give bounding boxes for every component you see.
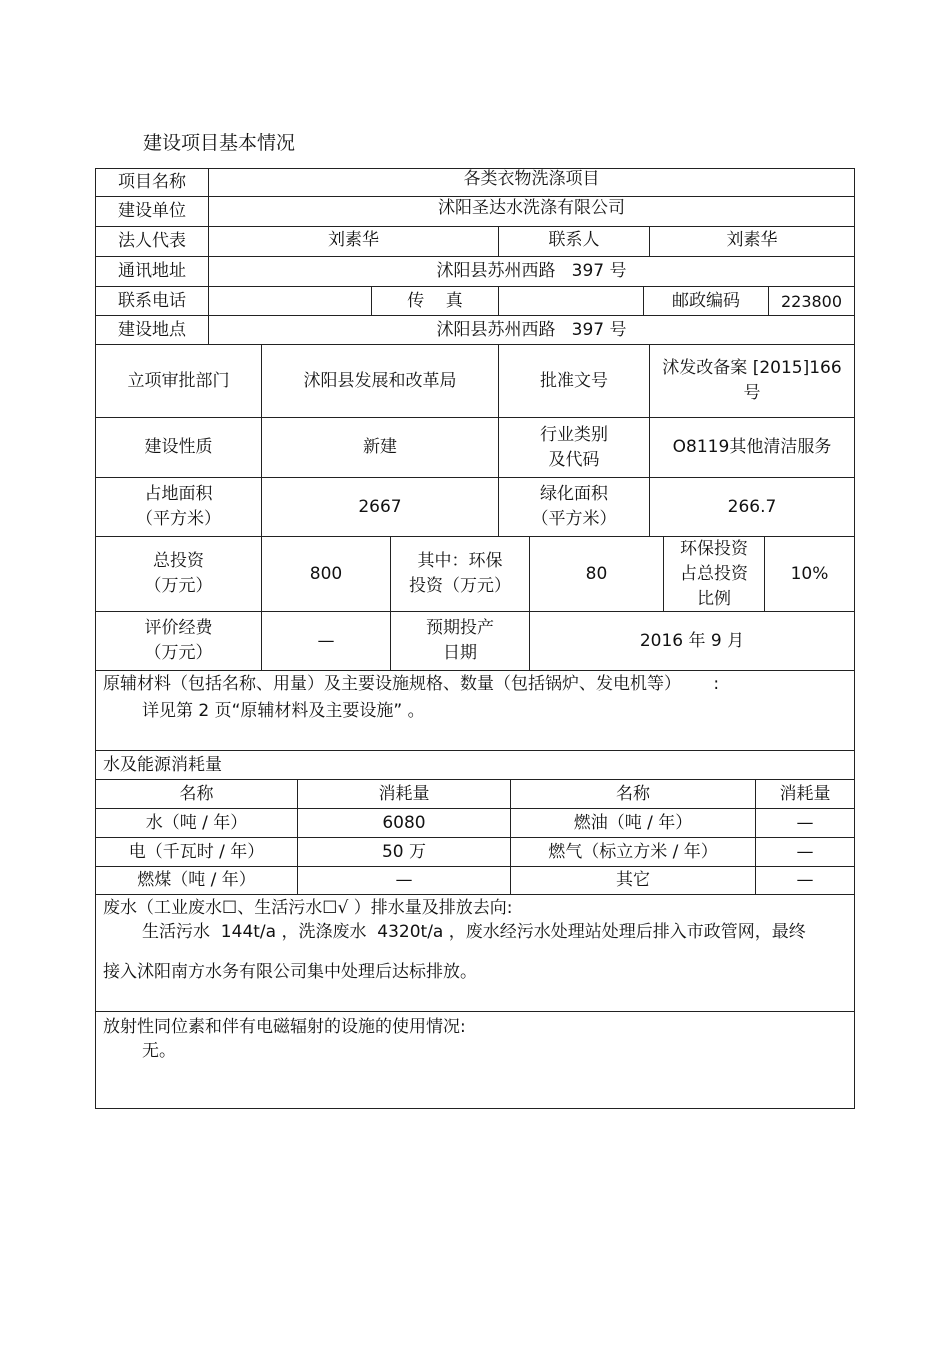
- postcode-value: 223800: [780, 291, 843, 311]
- nature-label: 建设性质: [144, 437, 213, 457]
- row-divider: [95, 1011, 855, 1012]
- energy-row-name: 燃煤（吨 / 年）: [137, 870, 256, 890]
- row-divider: [95, 670, 855, 671]
- area-value: 2667: [358, 496, 402, 517]
- project-name-value: 各类衣物洗涤项目: [463, 168, 600, 189]
- industry-value: O8119其他清洁服务: [672, 437, 832, 457]
- area-label: [96, 478, 261, 536]
- energy-row-value: —: [796, 841, 814, 862]
- env-invest-label: [391, 537, 529, 611]
- area-label-line: 占地面积: [144, 484, 213, 504]
- energy-row-name: 燃油（吨 / 年）: [573, 812, 693, 833]
- energy-row-value: —: [796, 870, 814, 890]
- green-label-line: 绿化面积: [540, 484, 608, 504]
- row-divider: [95, 894, 855, 895]
- energy-row-value: —: [395, 870, 413, 890]
- energy-row-name: 水（吨 / 年）: [145, 812, 248, 833]
- total-invest-value: 800: [309, 563, 343, 584]
- approval-doc-line: 号: [743, 383, 761, 403]
- energy-col-name: 名称: [616, 783, 650, 804]
- radiation-text: 无。: [142, 1041, 176, 1061]
- env-invest-value: 80: [585, 563, 608, 584]
- nature-value: 新建: [363, 437, 397, 457]
- approval-dept-value: 沭阳县发展和改革局: [303, 370, 457, 391]
- production-date-value: 2016 年 9 月: [639, 630, 745, 651]
- production-date-label-line: 日期: [443, 643, 477, 663]
- wastewater-line: 生活污水 144t/a ，洗涤废水 4320t/a ，废水经污水处理站处理后排入市政管网，最终: [142, 922, 806, 942]
- total-invest-label-line: 总投资: [153, 551, 204, 571]
- env-ratio-label: [664, 537, 764, 611]
- energy-row-value: —: [796, 812, 814, 833]
- builder-label: 建设单位: [118, 201, 186, 221]
- radiation-heading: 放射性同位素和伴有电磁辐射的设施的使用情况:: [103, 1017, 466, 1037]
- row-divider: [95, 750, 855, 751]
- env-ratio-label-line: 环保投资: [680, 538, 748, 559]
- total-invest-label: [96, 537, 261, 611]
- industry-label-line: 及代码: [548, 449, 600, 470]
- site-label: 建设地点: [118, 319, 186, 340]
- production-date-label: [391, 612, 529, 670]
- env-ratio-label-line: 比例: [697, 588, 731, 609]
- fee-label-line: （万元）: [144, 643, 213, 663]
- contact-label: 联系人: [548, 230, 600, 250]
- wastewater-line: 接入沭阳南方水务有限公司集中处理后达标排放。: [103, 962, 477, 982]
- energy-col-amount: 消耗量: [779, 783, 831, 804]
- env-ratio-label-line: 占总投资: [680, 563, 748, 584]
- project-name-label: 项目名称: [118, 171, 186, 192]
- fee-label: [96, 612, 261, 670]
- approval-doc-label: 批准文号: [540, 370, 608, 391]
- green-label-line: （平方米）: [531, 509, 617, 529]
- phone-label: 联系电话: [118, 290, 186, 311]
- address-value: 沭阳县苏州西路 397 号: [436, 261, 627, 281]
- total-invest-label-line: （万元）: [144, 576, 213, 596]
- green-value: 266.7: [727, 496, 777, 517]
- contact-value: 刘素华: [726, 230, 778, 250]
- approval-doc-value: [650, 345, 854, 417]
- fee-label-line: 评价经费: [144, 618, 213, 638]
- wastewater-heading: 废水（工业废水☐、生活污水☐√ ）排水量及排放去向:: [103, 898, 513, 918]
- fax-label: 传 真: [407, 290, 463, 311]
- site-value: 沭阳县苏州西路 397 号: [436, 319, 627, 340]
- env-ratio-value: 10%: [790, 563, 829, 584]
- approval-dept-label: 立项审批部门: [127, 370, 230, 391]
- fax-value: [499, 287, 643, 315]
- builder-value: 沭阳圣达水洗涤有限公司: [438, 198, 625, 218]
- industry-label: [499, 418, 649, 477]
- materials-heading: 原辅材料（包括名称、用量）及主要设施规格、数量（包括锅炉、发电机等） :: [103, 674, 720, 694]
- energy-col-name: 名称: [179, 783, 214, 804]
- postcode-label: 邮政编码: [672, 290, 740, 311]
- green-label: [499, 478, 649, 536]
- fee-value: —: [317, 630, 335, 651]
- energy-row-value: 6080: [382, 812, 426, 833]
- legal-rep-value: 刘素华: [328, 230, 379, 250]
- legal-rep-label: 法人代表: [118, 231, 186, 251]
- env-invest-label-line: 投资（万元）: [409, 576, 511, 596]
- materials-text: 详见第 2 页“原辅材料及主要设施” 。: [142, 701, 425, 721]
- energy-col-amount: 消耗量: [378, 783, 430, 804]
- energy-row-name: 其它: [616, 870, 650, 890]
- energy-heading: 水及能源消耗量: [103, 755, 222, 775]
- phone-value: [209, 287, 371, 315]
- area-label-line: （平方米）: [136, 509, 221, 529]
- address-label: 通讯地址: [118, 261, 186, 281]
- energy-row-name: 电（千瓦时 / 年）: [128, 841, 265, 862]
- industry-label-line: 行业类别: [540, 424, 608, 445]
- page-title: 建设项目基本情况: [143, 132, 296, 154]
- energy-row-name: 燃气（标立方米 / 年）: [548, 841, 718, 862]
- approval-doc-line: 沭发改备案 [2015]166: [662, 358, 842, 378]
- energy-row-value: 50 万: [381, 841, 427, 862]
- production-date-label-line: 预期投产: [426, 618, 494, 638]
- env-invest-label-line: 其中：环保: [417, 551, 503, 571]
